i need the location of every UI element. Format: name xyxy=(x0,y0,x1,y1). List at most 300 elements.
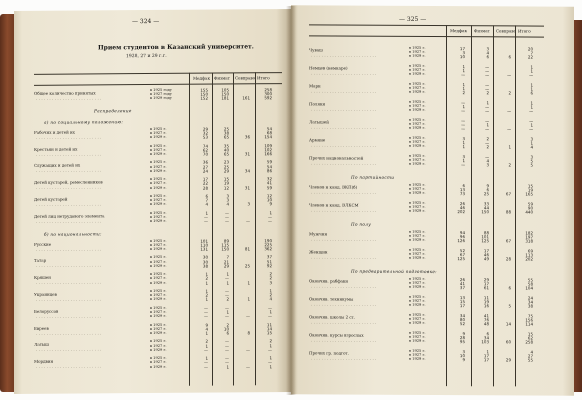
cell-value: 15 xyxy=(527,331,533,337)
cell-value: 8 xyxy=(247,330,250,336)
cell-value: 54 xyxy=(266,163,272,169)
cell-value: 1 xyxy=(247,296,250,302)
cell-value: 1 xyxy=(530,68,533,74)
cell-value: 26 xyxy=(459,201,465,207)
row-year: в 1929 г. xyxy=(150,364,167,369)
section-heading: б) по национальности: xyxy=(44,230,102,237)
row-year: в 1929 г. xyxy=(409,54,426,59)
cell-value: 41 xyxy=(483,313,489,319)
row-year: в 1929 г. xyxy=(150,151,167,157)
cell-value: 1 xyxy=(269,355,272,361)
row-year: в 1929 г. xyxy=(409,191,426,196)
row-year: в 1929 г. xyxy=(409,339,426,344)
cell-value: 150 xyxy=(221,246,229,252)
cell-value: 155 xyxy=(200,87,208,93)
row-group-label: Мордвин xyxy=(34,358,54,365)
cell-value: 1 xyxy=(462,144,465,150)
cell-value: 13 xyxy=(459,187,465,193)
cell-value: 113 xyxy=(525,252,533,258)
column-rule xyxy=(189,73,190,386)
row-year: в 1929 г. xyxy=(409,162,426,167)
row-year: в 1929 г. xyxy=(409,285,426,290)
cell-value: 88 xyxy=(483,230,489,236)
cell-value: — xyxy=(485,140,489,146)
cell-value: 22 xyxy=(527,54,533,60)
cell-value: — xyxy=(225,214,229,220)
cell-value: — xyxy=(268,313,272,319)
row-year: в 1925 г. xyxy=(150,339,167,344)
cell-value: 440 xyxy=(525,209,533,215)
leader-dots: ......................... xyxy=(311,236,378,242)
leader-dots: ......................... xyxy=(311,106,378,112)
cell-value: 7 xyxy=(226,254,229,260)
leader-dots: ......................... xyxy=(311,88,378,94)
cell-value: 29 xyxy=(505,357,511,363)
cell-value: 3 xyxy=(462,50,465,56)
cell-value: — xyxy=(507,72,511,78)
leader-dots: ......................... xyxy=(36,279,103,286)
cell-value: 109 xyxy=(264,142,272,148)
row-year: в 1927 г. xyxy=(150,130,167,136)
cell-value: 1 xyxy=(205,288,208,294)
cell-value: 2 xyxy=(205,339,208,345)
column-header: Физмат xyxy=(474,28,490,34)
cell-value: 28 xyxy=(459,335,465,341)
cell-value: 2 xyxy=(269,338,272,344)
cell-value: 59 xyxy=(266,184,272,190)
header-rule-bottom xyxy=(309,35,544,37)
cell-value: 13 xyxy=(459,295,465,301)
cell-value: 21 xyxy=(223,259,229,265)
cell-value: 70 xyxy=(202,151,208,157)
row-year: в 1929 г. xyxy=(150,280,167,285)
cell-value: 89 xyxy=(223,238,229,244)
cell-value: 1 xyxy=(269,342,272,348)
cell-value: 37 xyxy=(266,254,272,260)
row-year: в 1927 г. xyxy=(409,281,426,286)
row-year: в 1927 г. xyxy=(150,147,167,152)
cell-value: 3 xyxy=(530,136,533,142)
row-year: в 1927 г. xyxy=(409,140,426,145)
row-year: в 1927 г. xyxy=(150,198,167,203)
row-group-label: Армяне xyxy=(309,137,326,143)
row-group-label: Латыш xyxy=(34,342,49,348)
row-year: в 1927 г. xyxy=(409,50,426,55)
cell-value: — xyxy=(204,309,208,315)
cell-value: 76 xyxy=(483,317,489,323)
cell-value: — xyxy=(529,72,533,78)
cell-value: — xyxy=(461,122,465,128)
cell-value: — xyxy=(529,118,533,124)
cell-value: 25 xyxy=(483,191,489,197)
row-year: в 1925 г. xyxy=(409,117,426,122)
row-group-label: Окончив. школы 2 ст. xyxy=(309,314,356,320)
row-year: в 1929 г. xyxy=(409,108,426,113)
cell-value: 9 xyxy=(462,357,465,363)
cell-value: 2 xyxy=(486,136,489,142)
row-year: в 1927 г. xyxy=(409,335,426,340)
row-year: в 1927 г. xyxy=(409,158,426,163)
cell-value: 1 xyxy=(205,297,208,303)
row-group-label: Прочих национальностей xyxy=(309,155,364,161)
leader-dots: ......................... xyxy=(311,355,378,361)
cell-value: 2 xyxy=(205,276,208,282)
column-header: Итого xyxy=(518,28,531,34)
cell-value: — xyxy=(268,214,272,220)
cell-value: 1 xyxy=(269,288,272,294)
cell-value: — xyxy=(204,364,208,370)
leader-dots: ......................... xyxy=(36,363,103,370)
cell-value: 1 xyxy=(226,309,229,315)
cell-value: — xyxy=(485,72,489,78)
row-year: в 1929 г. xyxy=(150,330,167,336)
cell-value: 1 xyxy=(486,100,489,106)
cell-value: 17 xyxy=(483,281,489,287)
cell-value: — xyxy=(225,355,229,361)
cell-value: — xyxy=(204,214,208,220)
cell-value: 11 xyxy=(483,295,489,301)
cell-value: 6 xyxy=(462,183,465,189)
cell-value: 6 xyxy=(486,187,489,193)
cell-value: — xyxy=(225,275,229,281)
cell-value: 30 xyxy=(202,255,208,261)
cell-value: 105 xyxy=(221,87,229,93)
cell-value: 34 xyxy=(244,168,250,174)
cell-value: 182 xyxy=(525,230,533,236)
cell-value: 10 xyxy=(459,54,465,60)
row-group-label: Евреев xyxy=(34,325,49,331)
cell-value: 4 xyxy=(269,296,272,302)
cell-value: 51 xyxy=(266,258,272,264)
cell-value: 10 xyxy=(266,197,272,203)
cell-value: 32 xyxy=(266,176,272,182)
cell-value: — xyxy=(461,162,465,168)
cell-value: 362 xyxy=(264,246,272,252)
row-year: в 1929 г. xyxy=(150,347,167,352)
cell-value: — xyxy=(268,359,272,365)
cell-value: 48 xyxy=(483,321,489,327)
cell-value: 41 xyxy=(266,180,272,186)
cell-value: 3 xyxy=(462,349,465,355)
cell-value: 94 xyxy=(459,230,465,236)
book-gutter xyxy=(286,6,296,395)
cell-value: — xyxy=(225,359,229,365)
cell-value: 2 xyxy=(205,292,208,298)
cell-value: 181 xyxy=(221,95,229,101)
leader-dots: ......................... xyxy=(311,301,378,307)
cell-value: 165 xyxy=(525,191,533,197)
cell-value: 55 xyxy=(527,277,533,283)
cell-value: 61 xyxy=(483,285,489,291)
cell-value: — xyxy=(485,126,489,132)
cell-value: — xyxy=(225,218,229,224)
cell-value: 2 xyxy=(486,90,489,96)
cell-value: 1 xyxy=(226,364,229,370)
row-group-label: Окончив. курсы взрослых xyxy=(309,332,364,338)
cell-value: 258 xyxy=(525,339,533,345)
cell-value: 2 xyxy=(226,322,229,328)
cell-value: 15 xyxy=(459,299,465,305)
cell-value: 5 xyxy=(508,303,511,309)
cell-value: 59 xyxy=(527,201,533,207)
row-year: в 1929 г. xyxy=(150,314,167,319)
cell-value: 67 xyxy=(505,238,511,244)
column-header: Медфак xyxy=(193,75,210,81)
cell-value: — xyxy=(485,118,489,124)
cell-value: 67 xyxy=(505,191,511,197)
cell-value: 3 xyxy=(462,154,465,160)
cell-value: 41 xyxy=(459,281,465,287)
row-year: в 1927 г. xyxy=(150,242,167,247)
row-year: в 1925 г. xyxy=(409,63,426,68)
cell-value: 17 xyxy=(483,248,489,254)
leader-dots: ......................... xyxy=(311,319,378,325)
cell-value: — xyxy=(268,218,272,224)
cell-value: — xyxy=(485,154,489,160)
cell-value: 31 xyxy=(244,151,250,157)
table-title: Прием студентов в Казанский университет. xyxy=(98,43,254,52)
cell-value: — xyxy=(485,64,489,70)
leader-dots: ......................... xyxy=(311,70,378,76)
cell-value: 2 xyxy=(269,271,272,277)
row-year: в 1929 г. xyxy=(409,72,426,77)
cell-value: 6 xyxy=(226,330,229,336)
row-year: в 1927 г. xyxy=(409,68,426,73)
cell-value: — xyxy=(246,347,250,353)
row-year: в 1927 г. xyxy=(409,317,426,322)
cell-value: 12 xyxy=(266,193,272,199)
row-year: в 1925 г. xyxy=(409,276,426,281)
cell-value: — xyxy=(246,363,250,369)
cell-value: 1 xyxy=(486,349,489,355)
cell-value: 152 xyxy=(200,96,208,102)
cell-value: 26 xyxy=(459,277,465,283)
cell-value: 46 xyxy=(483,252,489,258)
cell-value: 44 xyxy=(483,205,489,211)
row-year: в 1929 г. xyxy=(409,303,426,308)
cell-value: 1 xyxy=(205,343,208,349)
leader-dots: ......................... xyxy=(311,124,378,130)
leader-dots: ......................... xyxy=(311,189,378,195)
cell-value: 4 xyxy=(205,202,208,208)
cell-value: 15 xyxy=(223,176,229,182)
cell-value: 17 xyxy=(202,176,208,182)
row-group-label: Детей лиц нетрудового элемента xyxy=(34,213,105,219)
row-year: в 1925 г. xyxy=(150,193,167,199)
section-heading: По предварительной подготовке: xyxy=(351,268,437,275)
cell-value: 3 xyxy=(462,136,465,142)
cell-value: 166 xyxy=(264,151,272,157)
cell-value: — xyxy=(461,108,465,114)
row-year: в 1929 г. xyxy=(409,126,426,131)
row-group-label: Детей кустарей, ремесленников xyxy=(34,179,103,186)
cell-value: — xyxy=(246,313,250,319)
cell-value: 3 xyxy=(530,154,533,160)
row-year: в 1929 г. xyxy=(150,263,167,268)
cell-value: — xyxy=(225,343,229,349)
cell-value: — xyxy=(225,313,229,319)
cell-value: 150 xyxy=(200,91,208,97)
row-year: в 1925 г. xyxy=(150,305,167,310)
leader-dots: ......................... xyxy=(311,52,378,58)
row-group-label: Окончив. рабфаки xyxy=(309,278,348,284)
row-year: в 1929 г. xyxy=(150,246,167,252)
cell-value: 190 xyxy=(264,237,272,243)
cell-value: — xyxy=(461,126,465,132)
section-heading: Распределение xyxy=(94,107,132,114)
section-heading: По полу xyxy=(351,221,371,227)
cell-value: — xyxy=(529,126,533,132)
cell-value: 24 xyxy=(527,295,533,301)
cell-value: 197 xyxy=(525,234,533,240)
row-year: в 1927 г. xyxy=(409,86,426,91)
cell-value: — xyxy=(485,68,489,74)
row-year: в 1927 году xyxy=(150,92,172,97)
cell-value: 150 xyxy=(221,91,229,97)
cell-value: 29 xyxy=(483,277,489,283)
cell-value: 6 xyxy=(486,331,489,337)
row-year: в 1929 г. xyxy=(150,168,167,173)
cell-value: 1 xyxy=(462,86,465,92)
cell-value: 81 xyxy=(244,246,250,252)
cell-value: 4 xyxy=(486,158,489,164)
cell-value: 1 xyxy=(530,64,533,70)
row-year: в 1925 г. xyxy=(150,272,167,277)
row-group-label: Крестьян и детей их xyxy=(34,146,78,152)
cell-value: 101 xyxy=(200,238,208,244)
column-header: Совправо xyxy=(235,75,255,81)
cell-value: 33 xyxy=(483,201,489,207)
cell-value: 25 xyxy=(244,263,250,269)
cell-value: 103 xyxy=(481,339,489,345)
leader-dots: ......................... xyxy=(311,142,378,148)
cell-value: 58 xyxy=(527,281,533,287)
cell-value: 1 xyxy=(205,280,208,286)
cell-value: 2 xyxy=(269,275,272,281)
row-group-label: Членов и канд. ВЛКСМ xyxy=(309,202,359,208)
row-year: в 1927 г. xyxy=(409,104,426,109)
cell-value: 32 xyxy=(202,130,208,136)
section-heading: По партийности xyxy=(351,174,395,180)
cell-value: — xyxy=(225,347,229,353)
row-year: в 1929 г. xyxy=(409,90,426,95)
cell-value: — xyxy=(225,288,229,294)
cell-value: 2 xyxy=(269,292,272,298)
cell-value: 115 xyxy=(221,242,229,248)
cell-value: 9 xyxy=(269,201,272,207)
cell-value: 1 xyxy=(462,64,465,70)
cell-value: 17 xyxy=(459,46,465,52)
cell-value: 65 xyxy=(223,151,229,157)
cell-value: 4 xyxy=(530,144,533,150)
cell-value: — xyxy=(246,218,250,224)
cell-value: — xyxy=(225,292,229,298)
cell-value: 126 xyxy=(457,238,465,244)
cell-value: 69 xyxy=(527,248,533,254)
row-year: в 1927 г. xyxy=(409,353,426,358)
row-year: в 1927 г. xyxy=(409,122,426,127)
cell-value: 6 xyxy=(486,54,489,60)
cell-value: 49 xyxy=(483,256,489,262)
leader-dots: ......................... xyxy=(311,254,378,260)
cell-value: 17 xyxy=(483,357,489,363)
cell-value: 52 xyxy=(459,248,465,254)
cell-value: 4 xyxy=(226,201,229,207)
cell-value: 7 xyxy=(205,197,208,203)
row-year: в 1929 г. xyxy=(409,321,426,326)
cell-value: 1 xyxy=(247,279,250,285)
row-year: в 1925 г. xyxy=(150,177,167,182)
cell-value: 2 xyxy=(462,90,465,96)
cell-value: 28 xyxy=(505,256,511,262)
cell-value: 6 xyxy=(508,54,511,60)
cell-value: 1 xyxy=(269,363,272,369)
row-year: в 1925 г. xyxy=(409,312,426,317)
column-rule xyxy=(233,72,234,385)
leader-dots: ......................... xyxy=(36,296,103,302)
column-rule xyxy=(212,73,213,386)
column-rule xyxy=(515,25,516,386)
cell-value: 52 xyxy=(459,321,465,327)
cell-value: — xyxy=(507,108,511,114)
row-group-label: Детей кустарей xyxy=(34,196,68,202)
cell-value: 75 xyxy=(527,313,533,319)
left-page xyxy=(14,9,293,394)
cell-value: 88 xyxy=(505,209,511,215)
column-header: Совправо xyxy=(496,28,516,34)
row-year: в 1925 г. xyxy=(409,153,426,158)
row-year: в 1925 г. xyxy=(150,288,167,294)
row-year: в 1927 г. xyxy=(150,276,167,281)
row-year: в 1925 г. xyxy=(409,81,426,86)
cell-value: 1 xyxy=(530,122,533,128)
cell-value: 1 xyxy=(530,140,533,146)
row-group-label: Общее количество принятых xyxy=(34,90,96,96)
cell-value: 1 xyxy=(462,82,465,88)
cell-value: 150 xyxy=(481,209,489,215)
cell-value: — xyxy=(461,100,465,106)
cell-value: 34 xyxy=(459,313,465,319)
row-year: в 1925 г. xyxy=(150,210,167,215)
cell-value: 4 xyxy=(205,326,208,332)
right-page xyxy=(291,5,574,395)
row-year: в 1929 году xyxy=(150,96,172,101)
cell-value: 154 xyxy=(264,134,272,140)
leader-dots: ......................... xyxy=(36,134,103,140)
cell-value: 1 xyxy=(205,355,208,361)
table-subtitle: 1928, 27 и 29 г.г. xyxy=(126,53,167,60)
cell-value: 104 xyxy=(525,285,533,291)
cell-value: 1 xyxy=(530,82,533,88)
cell-value: 80 xyxy=(459,317,465,323)
cell-value: 67 xyxy=(459,252,465,258)
cell-value: 161 xyxy=(242,95,250,101)
cell-value: 3 xyxy=(247,201,250,207)
cell-value: — xyxy=(485,86,489,92)
row-year: в 1929 г. xyxy=(409,357,426,362)
row-year: в 1927 г. xyxy=(150,309,167,315)
row-year: в 1925 г. xyxy=(409,182,426,187)
cell-value: 62 xyxy=(202,147,208,153)
row-year: в 1925 г. xyxy=(150,126,167,131)
leader-dots: ......................... xyxy=(36,150,103,157)
cell-value: 4 xyxy=(486,50,489,56)
row-year: в 1927 г. xyxy=(409,205,426,210)
cell-value: 5 xyxy=(530,158,533,164)
cell-value: 12 xyxy=(223,185,229,191)
cell-value: 19 xyxy=(483,299,489,305)
row-year: в 1925 г. xyxy=(150,238,167,243)
